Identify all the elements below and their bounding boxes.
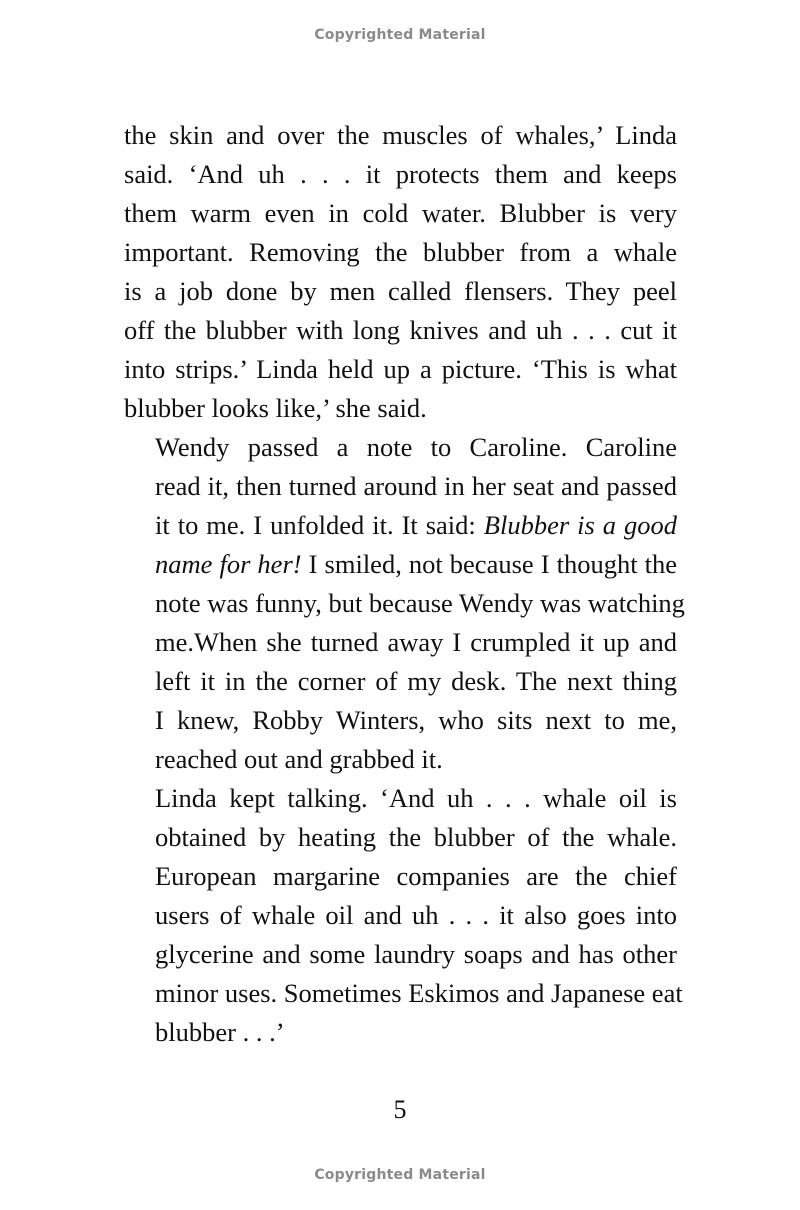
text-line: blubber looks like,’ she said. [124,393,427,423]
text-line [124,545,677,584]
text-line [124,506,677,545]
text-line: minor uses. Sometimes Eskimos and Japanese eat [155,978,683,1008]
page-number: 5 [393,1095,407,1124]
paragraph [124,428,685,779]
text-line: me.When she turned away I crumpled it up and [155,627,677,657]
text-line: users of whale oil and uh . . . it also goes into [155,900,677,930]
text-line: glycerine and some laundry soaps and has other [155,939,677,969]
text-line: said. ‘And uh . . . it protects them and keeps [124,159,677,189]
page-body-text [124,116,685,1052]
copyright-watermark-bottom: Copyrighted Material [314,1167,486,1183]
text-line: Linda kept talking. ‘And uh . . . whale oil is [155,783,677,813]
text-line: important. Removing the blubber from a whale [124,237,677,267]
text-line: is a job done by men called flensers. They peel [124,276,677,306]
text-line: into strips.’ Linda held up a picture. ‘This is what [124,354,677,384]
copyright-watermark-top: Copyrighted Material [314,27,486,43]
text-line: Wendy passed a note to Caroline. Caroline [155,432,677,462]
paragraph [124,779,683,1052]
text-line: reached out and grabbed it. [155,744,443,774]
text-line: obtained by heating the blubber of the whale. [155,822,677,852]
text-line: I knew, Robby Winters, who sits next to me, [155,705,677,735]
text-line: left it in the corner of my desk. The next thing [155,666,677,696]
italic-note-text: name for her! [155,549,302,579]
text-line: blubber . . .’ [155,1017,285,1047]
text-run: it to me. I unfolded it. It said: [155,510,484,540]
paragraph [124,116,677,428]
text-line: off the blubber with long knives and uh . . . cut it [124,315,677,345]
text-line: read it, then turned around in her seat and passed [155,471,677,501]
text-run: I smiled, not because I thought the [301,549,677,579]
text-line: note was funny, but because Wendy was watching [155,588,685,618]
text-line: them warm even in cold water. Blubber is very [124,198,677,228]
text-line: European margarine companies are the chief [155,861,677,891]
italic-note-text: Blubber is a good [483,510,677,540]
text-line: the skin and over the muscles of whales,’ Linda [124,120,677,150]
